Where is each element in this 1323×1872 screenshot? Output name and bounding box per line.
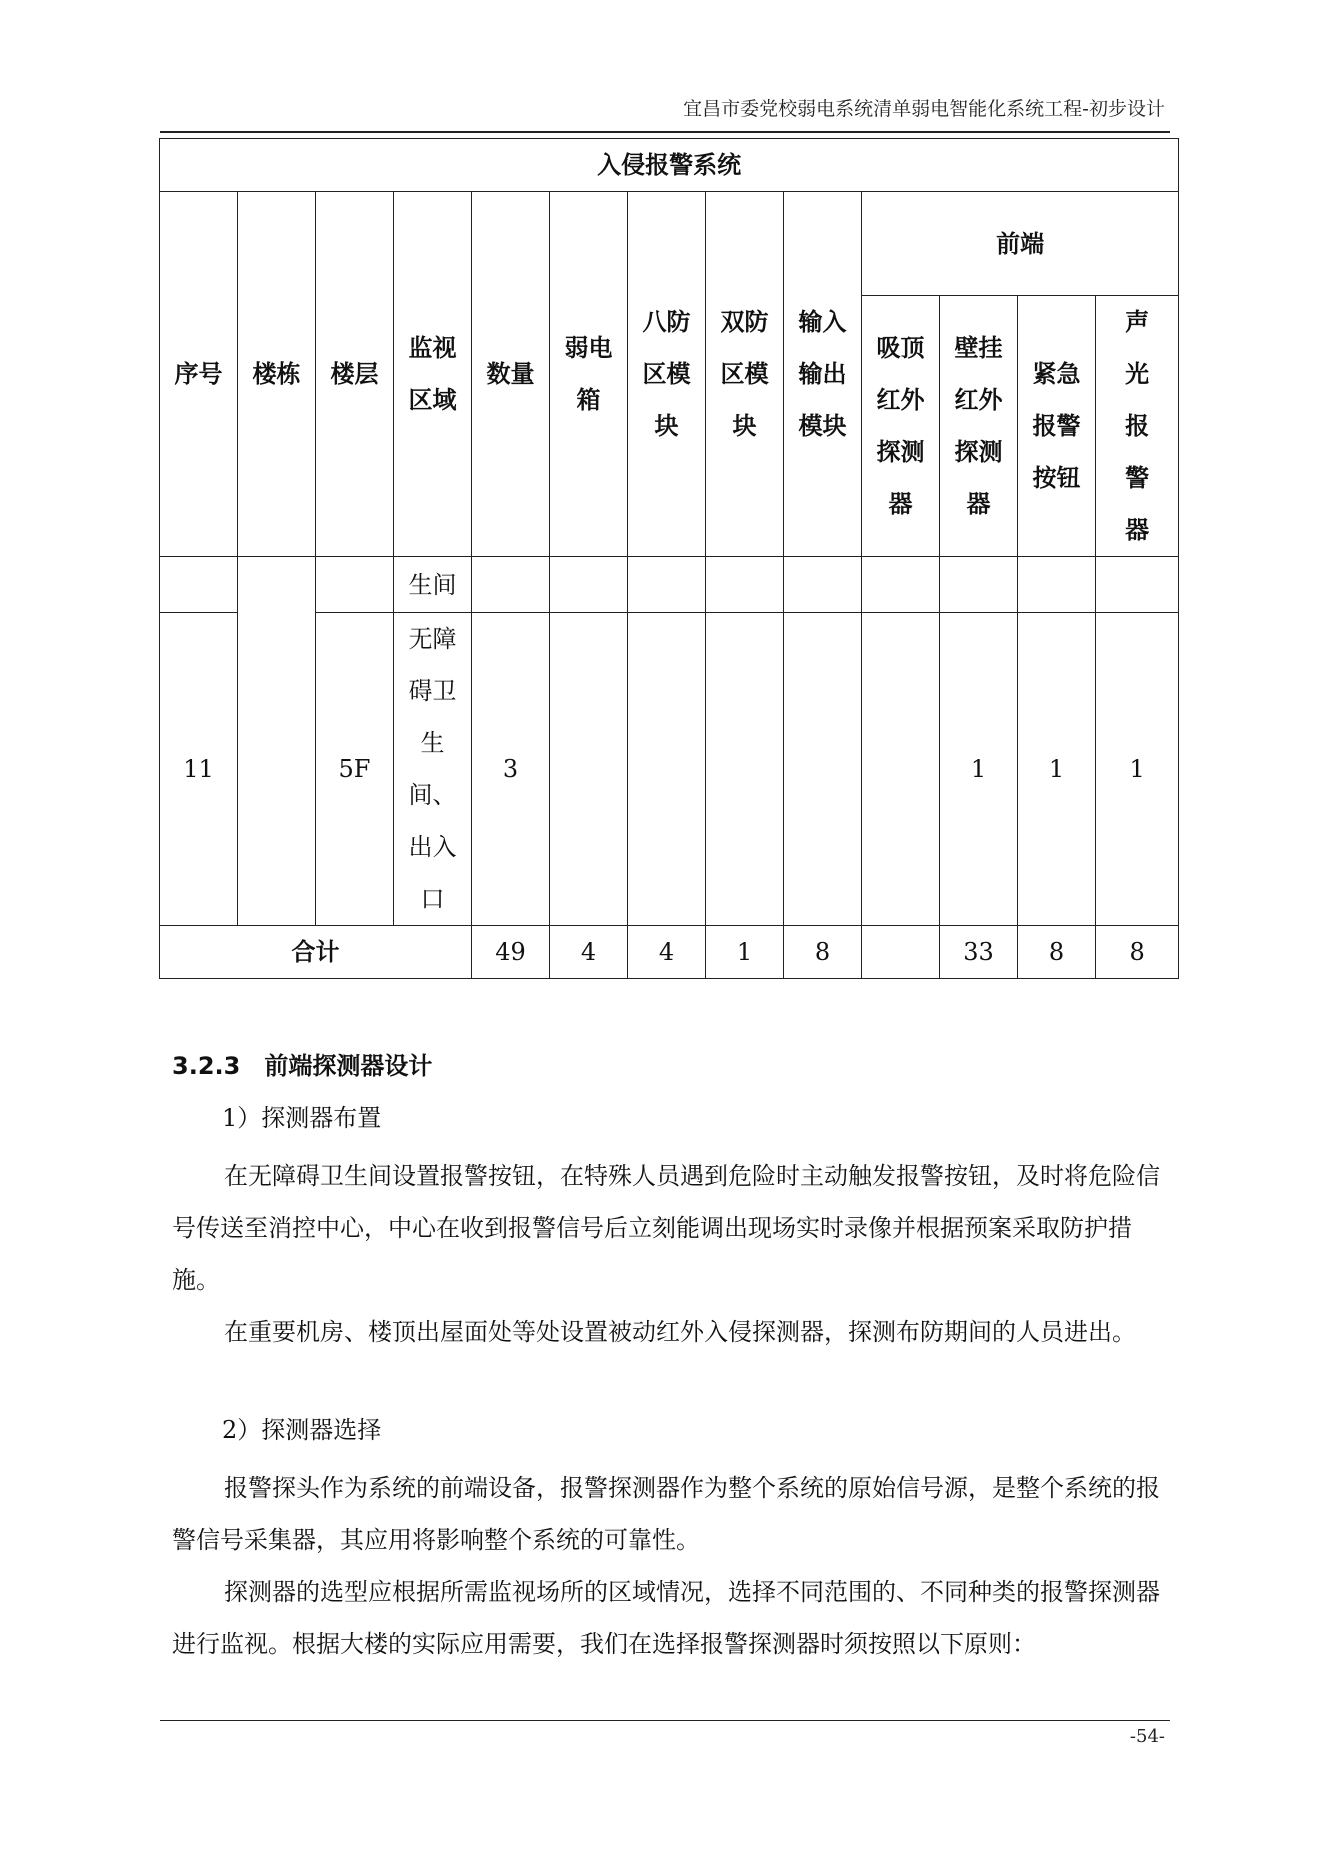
cell-area: 无障碍卫生间、出入口 (394, 613, 472, 926)
section-heading: 3.2.3 前端探测器设计 (172, 1052, 433, 1080)
cell (784, 613, 862, 926)
cell-quantity: 3 (472, 613, 550, 926)
table-row (160, 557, 1179, 613)
cell (706, 613, 784, 926)
header-wall-ir: 壁挂红外探测器 (940, 296, 1018, 557)
paragraph-4: 探测器的选型应根据所需监视场所的区域情况，选择不同范围的、不同种类的报警探测器进行监视。根据大楼的实际应用需要，我们在选择报警探测器时须按照以下原则： (172, 1578, 1160, 1658)
cell-emergency-button: 1 (1018, 613, 1096, 926)
header-io-module: 输入输出模块 (784, 192, 862, 557)
cell (472, 557, 550, 613)
cell (862, 557, 940, 613)
header-weak-box: 弱电箱 (550, 192, 628, 557)
page-number: -54- (1129, 1726, 1165, 1747)
cell (1018, 557, 1096, 613)
header-frontend-group: 前端 (862, 192, 1179, 296)
header-index: 序号 (160, 192, 238, 557)
cell (550, 613, 628, 926)
total-label: 合计 (160, 926, 472, 979)
intrusion-alarm-table (159, 138, 1179, 979)
cell (628, 557, 706, 613)
cell (628, 613, 706, 926)
cell-floor: 5F (316, 613, 394, 926)
cell (316, 557, 394, 613)
cell-building (238, 557, 316, 926)
cell (160, 557, 238, 613)
header-sound-light: 声光报警器 (1096, 296, 1179, 557)
paragraph-3: 报警探头作为系统的前端设备，报警探测器作为整个系统的原始信号源，是整个系统的报警信号采集器，其应用将影响整个系统的可靠性。 (172, 1474, 1160, 1554)
header-eight-zone: 八防区模块 (628, 192, 706, 557)
cell (706, 557, 784, 613)
total-sound-light: 8 (1096, 926, 1179, 979)
header-floor: 楼层 (316, 192, 394, 557)
header-emergency-button: 紧急报警按钮 (1018, 296, 1096, 557)
header-divider (160, 131, 1170, 133)
paragraph-1: 在无障碍卫生间设置报警按钮，在特殊人员遇到危险时主动触发报警按钮，及时将危险信号传送至消控中心，中心在收到报警信号后立刻能调出现场实时录像并根据预案采取防护措施。 (172, 1162, 1160, 1294)
table-caption: 入侵报警系统 (160, 139, 1179, 192)
footer-divider (160, 1720, 1170, 1721)
cell (1096, 557, 1179, 613)
paragraph-2: 在重要机房、楼顶出屋面处等处设置被动红外入侵探测器，探测布防期间的人员进出。 (224, 1318, 1136, 1346)
subheading-selection: 2）探测器选择 (222, 1416, 382, 1444)
cell-area: 生间 (394, 557, 472, 613)
total-wall-ir: 33 (940, 926, 1018, 979)
header-dual-zone: 双防区模块 (706, 192, 784, 557)
total-io-module: 8 (784, 926, 862, 979)
total-eight-zone: 4 (628, 926, 706, 979)
running-header: 宜昌市委党校弱电系统清单弱电智能化系统工程-初步设计 (683, 98, 1165, 120)
cell (784, 557, 862, 613)
total-dual-zone: 1 (706, 926, 784, 979)
total-emergency-button: 8 (1018, 926, 1096, 979)
total-weak-box: 4 (550, 926, 628, 979)
total-row (160, 926, 1179, 979)
header-quantity: 数量 (472, 192, 550, 557)
total-ceiling-ir (862, 926, 940, 979)
cell-index: 11 (160, 613, 238, 926)
total-quantity: 49 (472, 926, 550, 979)
header-building: 楼栋 (238, 192, 316, 557)
subheading-layout: 1）探测器布置 (222, 1104, 382, 1132)
cell (550, 557, 628, 613)
cell-sound-light: 1 (1096, 613, 1179, 926)
header-ceiling-ir: 吸顶红外探测器 (862, 296, 940, 557)
cell (862, 613, 940, 926)
cell-wall-ir: 1 (940, 613, 1018, 926)
cell (940, 557, 1018, 613)
header-area: 监视区域 (394, 192, 472, 557)
